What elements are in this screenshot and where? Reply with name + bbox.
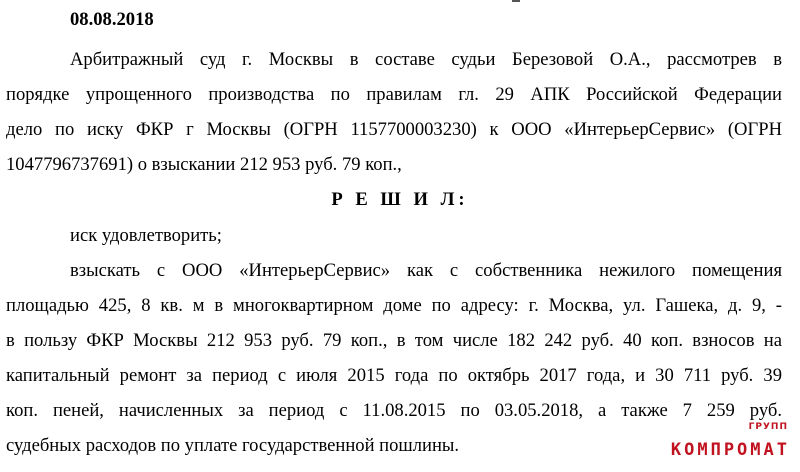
scan-artifact [512, 0, 520, 2]
intro-line-3: дело по иску ФКР г Москвы (ОГРН 1157700003230) к ООО «ИнтерьерСервис» (ОГРН [6, 119, 782, 140]
recovery-line-5: коп. пеней, начисленных за период с 11.08.2015 по 03.05.2018, а также 7 259 руб. [6, 400, 782, 421]
claim-line: иск удовлетворить; [70, 225, 222, 246]
recovery-line-6: судебных расходов по уплате государственной пошлины. [6, 435, 460, 456]
intro-line-1: Арбитражный суд г. Москвы в составе судьи Березовой О.А., рассмотрев в [70, 49, 782, 70]
watermark-small-text: ГРУПП [748, 422, 788, 432]
watermark-main-text: КОМПРОМАТ [670, 440, 790, 460]
watermark-logo [630, 422, 790, 462]
intro-line-4: 1047796737691) о взыскании 212 953 руб. 79 коп., [6, 154, 402, 175]
intro-line-2: порядке упрощенного производства по правилам гл. 29 АПК Российской Федерации [6, 84, 782, 105]
recovery-line-4: капитальный ремонт за период с июля 2015 года по октябрь 2017 года, и 30 711 руб. 39 [6, 365, 782, 386]
document-date: 08.08.2018 [70, 9, 154, 30]
recovery-line-3: в пользу ФКР Москвы 212 953 руб. 79 коп., в том числе 182 242 руб. 40 коп. взносов на [6, 330, 782, 351]
recovery-line-2: площадью 425, 8 кв. м в многоквартирном доме по адресу: г. Москва, ул. Гашека, д. 9, - [6, 295, 782, 316]
recovery-line-1: взыскать с ООО «ИнтерьерСервис» как с собственника нежилого помещения [70, 260, 782, 281]
decision-heading: Р Е Ш И Л: [331, 189, 469, 210]
